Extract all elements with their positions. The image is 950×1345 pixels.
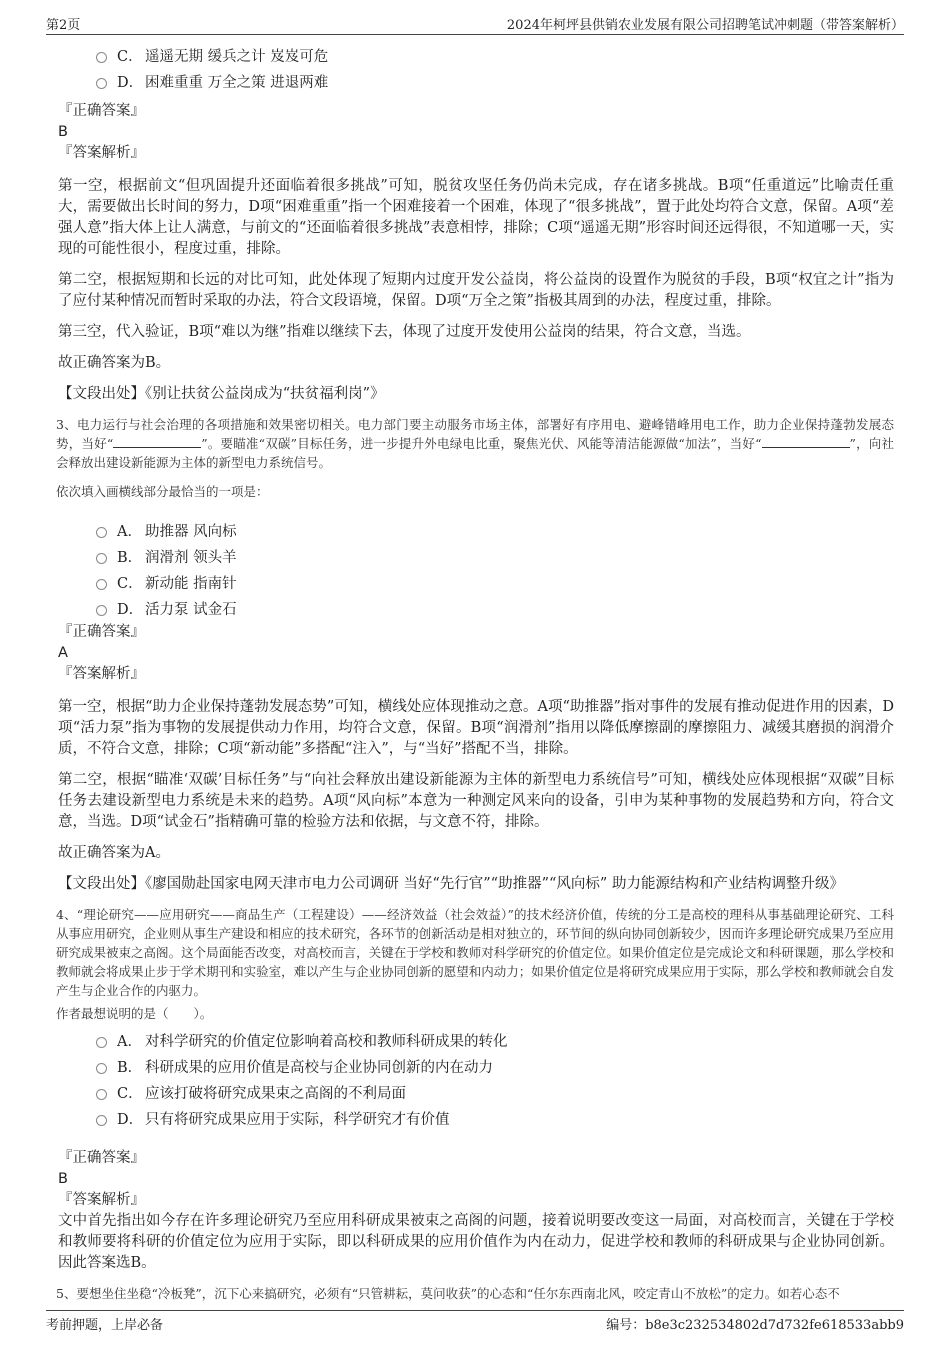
radio-icon[interactable] — [96, 553, 107, 564]
question-prompt: 作者最想说明的是（ ）。 — [56, 1006, 213, 1021]
analysis-paragraph: 第三空，代入验证，B项“难以为继”指难以继续下去，体现了过度开发使用公益岗的结果，符合文意，当选。 — [58, 324, 751, 340]
radio-icon[interactable] — [96, 579, 107, 590]
q2-option-d[interactable]: D． 困难重重 万全之策 进退两难 — [96, 68, 894, 94]
q3-option-a[interactable]: A． 助推器 风向标 — [96, 517, 894, 543]
page-number: 第2页 — [46, 18, 81, 33]
q3-option-c[interactable]: C． 新动能 指南针 — [96, 569, 894, 595]
page-header — [46, 14, 904, 35]
answer-label: 『正确答案』 — [58, 103, 145, 119]
question-stem: 5、要想坐住坐稳“冷板凳”，沉下心来搞研究，必须有“只管耕耘，莫问收获”的心态和“任尔东西南北风，咬定青山不放松”的定力。如若心态不 — [56, 1286, 840, 1301]
blank-line — [113, 435, 201, 448]
radio-icon[interactable] — [96, 52, 107, 63]
radio-icon[interactable] — [96, 1037, 107, 1048]
q3-option-b[interactable]: B． 润滑剂 领头羊 — [96, 543, 894, 569]
radio-icon[interactable] — [96, 1063, 107, 1074]
analysis-conclusion: 故正确答案为B。 — [58, 355, 171, 371]
question-stem: 3、电力运行与社会治理的各项措施和效果密切相关。电力部门要主动服务市场主体，部署好有序用电、避峰错峰用电工作，助力企业保持蓬勃发展态势，当好“ ”。要瞄准“双碳”目标任务，进一步提升外电绿电比重，聚焦光伏、风能等清洁能源做“加法”，当好“ ”，向社会释放出建设新能源为主体的新型电力系统信号。 — [56, 417, 894, 470]
radio-icon[interactable] — [96, 527, 107, 538]
radio-icon[interactable] — [96, 1115, 107, 1126]
blank-line — [762, 435, 850, 448]
footer-slogan: 考前押题，上岸必备 — [46, 1318, 164, 1333]
analysis-label: 『答案解析』 — [58, 1192, 145, 1208]
answer-label: 『正确答案』 — [58, 624, 145, 640]
document-code: 编号：b8e3c232534802d7d732fe618533abb9 — [606, 1318, 904, 1333]
source-citation: 【文段出处】《廖国勋赴国家电网天津市电力公司调研 当好“先行官”“助推器”“风向标” 助力能源结构和产业结构调整升级》 — [58, 876, 844, 892]
question-stem: 4、“理论研究——应用研究——商品生产（工程建设）——经济效益（社会效益）”的技术经济价值，传统的分工是高校的理科从事基础理论研究、工科从事应用研究，企业则从事生产建设和相应的技术研究，各环节的创新活动是相对独立的，环节间的纵向协同创新较少，因而许多理论研究成果乃至应用研究成果被束之高阁。这个局面能否改变，对高校而言，关键在于学校和教师对科学研究的价值定位。如果价值定位是完成论文和科研课题，那么学校和教师就会将成果止步于学术期刊和实验室，难以产生与企业协同创新的愿望和内动力；如果价值定位是将研究成果应用于实际，那么学校和教师就会自发产生与企业合作的内驱力。 — [56, 907, 894, 998]
radio-icon[interactable] — [96, 78, 107, 89]
question-prompt: 依次填入画横线部分最恰当的一项是： — [56, 484, 269, 499]
q2-option-c[interactable]: C． 遥遥无期 缓兵之计 岌岌可危 — [96, 42, 894, 68]
correct-answer: A — [58, 645, 68, 661]
q4-option-c[interactable]: C． 应该打破将研究成果束之高阁的不利局面 — [96, 1079, 894, 1105]
analysis-paragraph: 第一空，根据前文“但巩固提升还面临着很多挑战”可知，脱贫攻坚任务仍尚未完成，存在诸多挑战。B项“任重道远”比喻责任重大，需要做出长时间的努力，D项“困难重重”指一个困难接着一个困难，体现了“很多挑战”，置于此处均符合文意，保留。A项“差强人意”指大体上让人满意，与前文的“还面临着很多挑战”表意相悖，排除；C项“遥遥无期”形容时间还远得很，不知道哪一天，实现的可能性很小，程度过重，排除。 — [58, 178, 894, 257]
analysis-paragraph: 第二空，根据短期和长远的对比可知，此处体现了短期内过度开发公益岗，将公益岗的设置作为脱贫的手段，B项“权宜之计”指为了应付某种情况而暂时采取的办法，符合文段语境，保留。D项“万全之策”指极其周到的办法，程度过重，排除。 — [58, 272, 894, 309]
source-citation: 【文段出处】《别让扶贫公益岗成为“扶贫福利岗”》 — [58, 386, 385, 402]
analysis-label: 『答案解析』 — [58, 145, 145, 161]
answer-label: 『正确答案』 — [58, 1150, 145, 1166]
correct-answer: B — [58, 124, 68, 140]
analysis-paragraph: 第二空，根据“瞄准‘双碳’目标任务”与“向社会释放出建设新能源为主体的新型电力系统信号”可知，横线处应体现根据“双碳”目标任务去建设新型电力系统是未来的趋势。A项“风向标”本意为一种测定风来向的设备，引申为某种事物的发展趋势和方向，符合文意，当选。D项“试金石”指精确可靠的检验方法和依据，与文意不符，排除。 — [58, 772, 894, 830]
q3-option-d[interactable]: D． 活力泵 试金石 — [96, 595, 894, 621]
analysis-paragraph: 文中首先指出如今存在许多理论研究乃至应用科研成果被束之高阁的问题，接着说明要改变这一局面，对高校而言，关键在于学校和教师要将科研的价值定位为应用于实际，即以科研成果的应用价值作为内在动力，促进学校和教师的科研成果与企业协同创新。因此答案选B。 — [58, 1213, 894, 1271]
page-footer — [46, 1310, 904, 1336]
q4-option-d[interactable]: D． 只有将研究成果应用于实际，科学研究才有价值 — [96, 1105, 894, 1131]
q4-option-b[interactable]: B． 科研成果的应用价值是高校与企业协同创新的内在动力 — [96, 1053, 894, 1079]
radio-icon[interactable] — [96, 605, 107, 616]
q4-option-a[interactable]: A． 对科学研究的价值定位影响着高校和教师科研成果的转化 — [96, 1027, 894, 1053]
radio-icon[interactable] — [96, 1089, 107, 1100]
document-body — [56, 42, 894, 1304]
analysis-label: 『答案解析』 — [58, 666, 145, 682]
analysis-conclusion: 故正确答案为A。 — [58, 845, 170, 861]
document-title: 2024年柯坪县供销农业发展有限公司招聘笔试冲刺题（带答案解析） — [506, 18, 904, 33]
correct-answer: B — [58, 1171, 68, 1187]
analysis-paragraph: 第一空，根据“助力企业保持蓬勃发展态势”可知，横线处应体现推动之意。A项“助推器”指对事件的发展有推动促进作用的因素，D项“活力泵”指为事物的发展提供动力作用，均符合文意，保留。B项“润滑剂”指用以降低摩擦副的摩擦阻力、减缓其磨损的润滑介质，不符合文意，排除；C项“新动能”多搭配“注入”，与“当好”搭配不当，排除。 — [58, 699, 894, 757]
